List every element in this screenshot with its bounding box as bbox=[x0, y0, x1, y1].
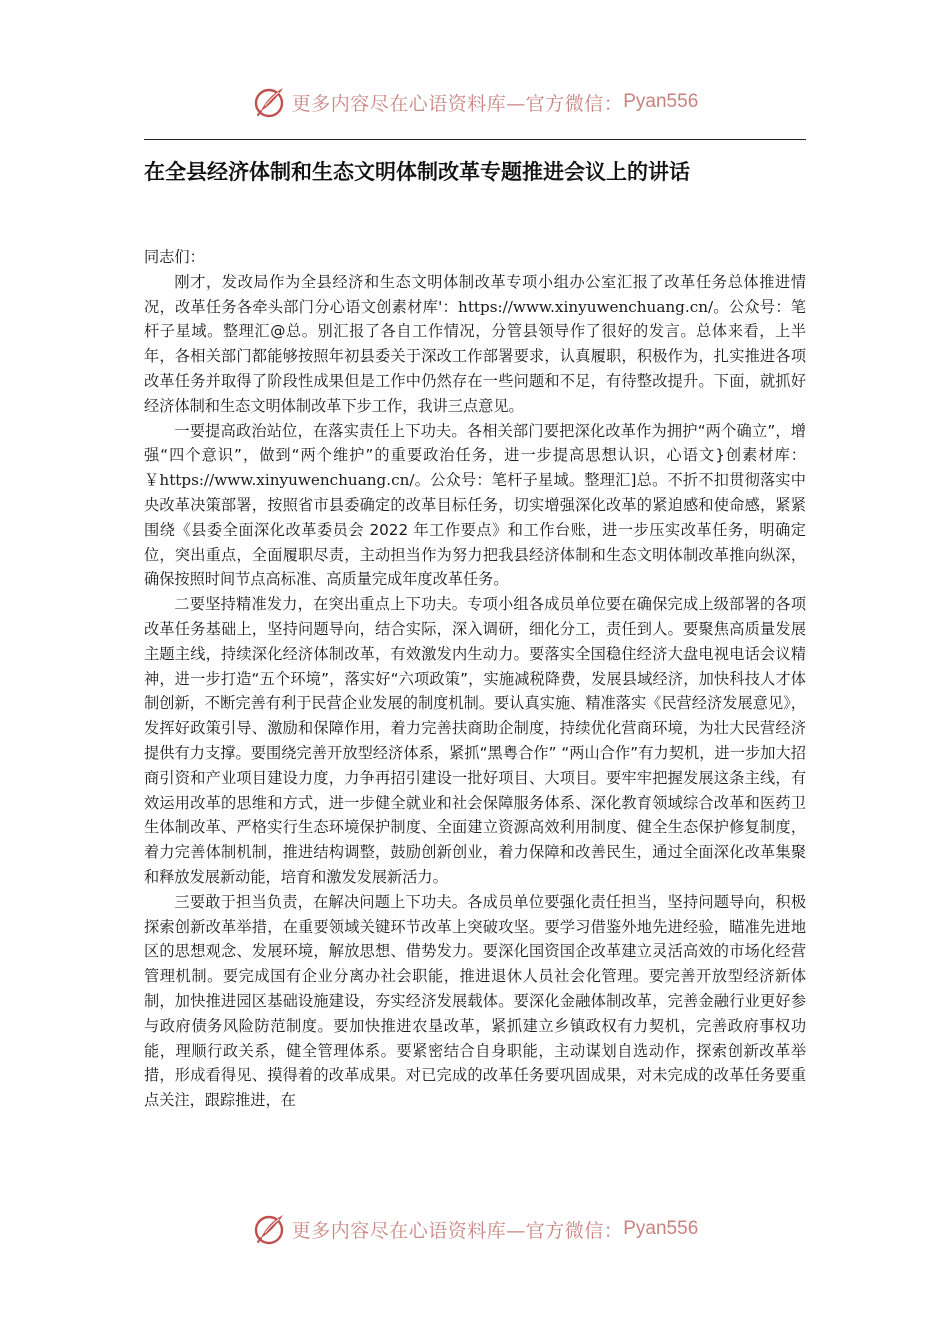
footer-banner-text: 更多内容尽在心语资料库—官方微信： bbox=[291, 1219, 624, 1242]
paragraph-1-url: https://www.xinyuwenchuang.cn/ bbox=[458, 297, 714, 316]
paragraph-1-text-b: 。公众号：笔杆子星域。整理汇@总。别汇报了各自工作情况，分管县领导作了很好的发言。总体来看，上半年，各相关部门都能够按照年初县委关于深改工作部署要求，认真履职，积极作为，扎实推进各项改革任务并取得了阶段性成果但是工作中仍然存在一些问题和不足，有待整改提升。下面，就抓好经济体制和生态文明体制改革下步工作，我讲三点意见。 bbox=[144, 297, 806, 415]
footer-wechat-id: Pyan556 bbox=[623, 1218, 699, 1239]
header-divider bbox=[144, 139, 806, 140]
footer-banner bbox=[0, 1209, 950, 1249]
paragraph-2 bbox=[144, 419, 806, 593]
paragraph-1 bbox=[144, 270, 806, 419]
header-wechat-id: Pyan556 bbox=[623, 91, 699, 112]
paragraph-2-text-b: 。公众号：笔杆子星域。整理汇]总。不折不扣贯彻落实中央改革决策部署，按照省市县委确定的改革目标任务，切实增强深化改革的紧迫感和使命感，紧紧围绕《县委全面深化改革委员会 2022 年工作要点》和工作台账，进一步压实改革任务，明确定位，突出重点，全面履职尽责，主动担当作为努力把我县经济体制和生态文明体制改革推向纵深，确保按照时间节点高标准、高质量完成年度改革任务。 bbox=[144, 471, 806, 589]
document-title: 在全县经济体制和生态文明体制改革专题推进会议上的讲话 bbox=[144, 160, 690, 184]
paragraph-2-url: https://www.xinyuwenchuang.cn/ bbox=[159, 471, 415, 490]
salutation: 同志们： bbox=[144, 248, 205, 266]
document-body bbox=[144, 245, 806, 1113]
paragraph-3: 二要坚持精准发力，在突出重点上下功夫。专项小组各成员单位要在确保完成上级部署的各项改革任务基础上，坚持问题导向，结合实际，深入调研，细化分工，责任到人。要聚焦高质量发展主题主线，持续深化经济体制改革，有效激发内生动力。要落实全国稳住经济大盘电视电话会议精神，进一步打造“五个环境”，落实好“六项政策”，实施减税降费，发展县域经济，加快科技人才体制创新，不断完善有利于民营企业发展的制度机制。要认真实施、精准落实《民营经济发展意见》，发挥好政策引导、激励和保障作用，着力完善扶商助企制度，持续优化营商环境，为壮大民营经济提供有力支撑。要围绕完善开放型经济体系，紧抓“黑粤合作” “两山合作”有力契机，进一步加大招商引资和产业项目建设力度，力争再招引建设一批好项目、大项目。要牢牢把握发展这条主线，有效运用改革的思维和方式，进一步健全就业和社会保障服务体系、深化教育领域综合改革和医药卫生体制改革、严格实行生态环境保护制度、全面建立资源高效利用制度、健全生态保护修复制度，着力完善体制机制，推进结构调整，鼓励创新创业，着力保障和改善民生，通过全面深化改革集聚和释放发展新动能，培育和激发发展新活力。 bbox=[144, 595, 806, 886]
paragraph-1-text-a: 刚才，发改局作为全县经济和生态文明体制改革专项小组办公室汇报了改革任务总体推进情况，改革任务各牵头部门分心语文创素材库'： bbox=[144, 272, 806, 316]
header-banner-text: 更多内容尽在心语资料库—官方微信： bbox=[291, 92, 624, 115]
header-banner bbox=[0, 82, 950, 122]
quill-pen-circle-icon bbox=[252, 1211, 288, 1247]
quill-pen-circle-icon bbox=[252, 84, 288, 120]
paragraph-4: 三要敢于担当负责，在解决问题上下功夫。各成员单位要强化责任担当，坚持问题导向，积极探索创新改革举措，在重要领域关键环节改革上突破攻坚。要学习借鉴外地先进经验，瞄准先进地区的思想观念、发展环境，解放思想、借势发力。要深化国资国企改革建立灵活高效的市场化经营管理机制。要完成国有企业分离办社会职能，推进退休人员社会化管理。要完善开放型经济新体制，加快推进园区基础设施建设，夯实经济发展载体。要深化金融体制改革，完善金融行业更好参与政府债务风险防范制度。要加快推进农垦改革，紧抓建立乡镇政权有力契机，完善政府事权功能，理顺行政关系，健全管理体系。要紧密结合自身职能，主动谋划自选动作，探索创新改革举措，形成看得见、摸得着的改革成果。对已完成的改革任务要巩固成果，对未完成的改革任务要重点关注，跟踪推进，在 bbox=[144, 892, 806, 1110]
paragraph-2-text-a: 一要提高政治站位，在落实责任上下功夫。各相关部门要把深化改革作为拥护“两个确立”，增强“四个意识”，做到“两个维护”的重要政治任务，进一步提高思想认识，心语文}创素材库：￥ bbox=[144, 421, 806, 490]
